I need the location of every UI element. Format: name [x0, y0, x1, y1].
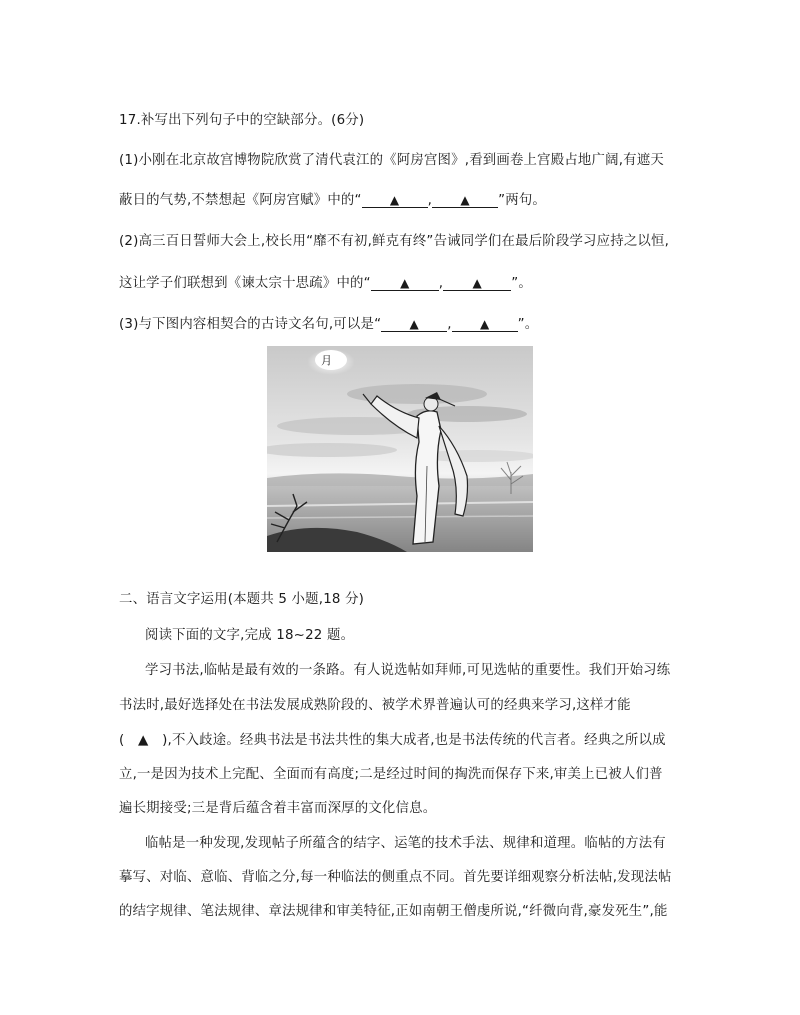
answer-blank[interactable]: ▲ [443, 276, 511, 291]
answer-blank[interactable]: ▲ [362, 193, 428, 208]
passage-line: 学习书法,临帖是最有效的一条路。有人说选帖如拜师,可见选帖的重要性。我们开始习练 [145, 663, 671, 678]
q17-item1-line2-post: ”两句。 [498, 193, 547, 208]
moon-label: 月 [321, 354, 332, 367]
passage-line: 临帖是一种发现,发现帖子所蕴含的结字、运笔的技术手法、规律和道理。临帖的方法有 [145, 836, 666, 851]
q17-item1-line2 [119, 192, 546, 210]
q17-item3-pre: (3)与下图内容相契合的古诗文名句,可以是“ [119, 317, 382, 332]
q17-item1-line2-pre: 蔽日的气势,不禁想起《阿房宫赋》中的“ [119, 193, 362, 208]
q17-heading: 17.补写出下列句子中的空缺部分。(6分) [119, 113, 365, 128]
q17-item2-line2-post: ”。 [511, 276, 532, 291]
q17-item2-line2 [119, 275, 532, 293]
q17-item3-post: ”。 [517, 317, 539, 332]
q17-item2-line2-pre: 这让学子们联想到《谏太宗十思疏》中的“ [119, 276, 371, 291]
passage-line: 摹写、对临、意临、背临之分,每一种临法的侧重点不同。首先要详细观察分析法帖,发现法帖 [119, 870, 672, 885]
passage-line: ( ▲ ),不入歧途。经典书法是书法共性的集大成者,也是书法传统的代言者。经典之所以成 [119, 733, 666, 748]
section2-heading: 二、语言文字运用(本题共 5 小题,18 分) [119, 592, 365, 607]
passage-line: 立,一是因为技术上完配、全面而有高度;二是经过时间的掏洗而保存下来,审美上已被人们普 [119, 767, 663, 782]
passage-line: 书法时,最好选择处在书法发展成熟阶段的、被学术界普遍认可的经典来学习,这样才能 [119, 698, 631, 713]
separator: , [447, 317, 452, 332]
passage-line: 遍长期接受;三是背后蕴含着丰富而深厚的文化信息。 [119, 801, 437, 816]
section2-instruction: 阅读下面的文字,完成 18~22 题。 [145, 628, 355, 643]
q17-item3 [119, 316, 538, 334]
separator: , [438, 276, 444, 291]
passage-line: 的结字规律、笔法规律、章法规律和审美特征,正如南朝王僧虔所说,“纤微向背,豪发死生”,能 [119, 904, 668, 919]
answer-blank[interactable]: ▲ [381, 317, 447, 332]
separator: , [427, 193, 433, 208]
q17-item1-line1: (1)小刚在北京故宫博物院欣赏了清代袁江的《阿房宫图》,看到画卷上宫殿占地广阔,有遮天 [119, 153, 664, 168]
illustration-svg [267, 346, 533, 552]
answer-blank[interactable]: ▲ [452, 317, 518, 332]
moon-gazing-illustration [267, 346, 533, 552]
answer-blank[interactable]: ▲ [432, 193, 498, 208]
q17-item2-line1: (2)高三百日誓师大会上,校长用“靡不有初,鲜克有终”告诫同学们在最后阶段学习应持之以恒, [119, 234, 670, 249]
answer-blank[interactable]: ▲ [371, 276, 439, 291]
